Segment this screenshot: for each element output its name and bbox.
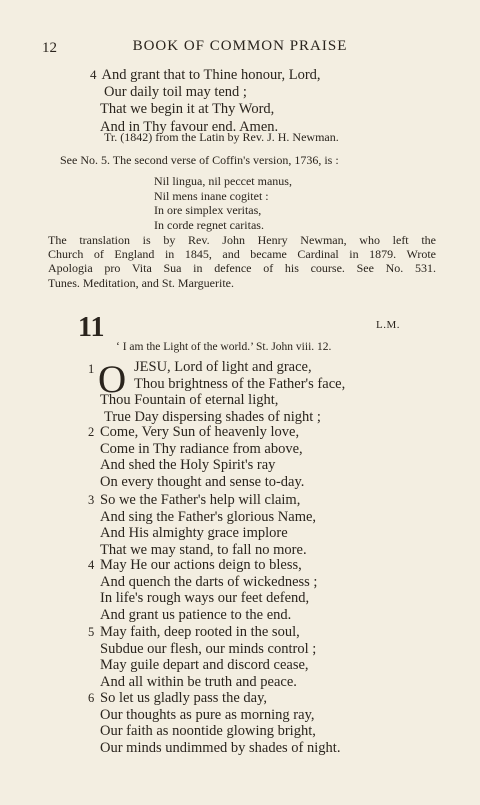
verse-line: Subdue our flesh, our minds control ; [100,640,317,657]
hymn-number: 11 [78,312,105,343]
verse-line: Our daily toil may tend ; [104,84,247,101]
verse-number: 6 [88,691,95,705]
verse-5 [88,624,316,690]
verse-line: And shed the Holy Spirit's ray [100,457,276,474]
verse-line: JESU, Lord of light and grace, [134,359,312,375]
verse-line: Our minds undimmed by shades of night. [100,739,341,756]
verse-4 [88,557,317,623]
verse-2 [88,424,304,490]
verse-line: And His almighty grace implore [100,525,288,542]
verse-line: And quench the darts of wickedness ; [100,573,318,590]
drop-cap: O [98,358,127,401]
verse-line: Thou brightness of the Father's face, [134,375,346,392]
verse-line: And sing the Father's glorious Name, [100,508,317,525]
latin-line: Nil lingua, nil peccet manus, [154,174,292,188]
verse-line: In life's rough ways our feet defend, [100,590,310,607]
tunes-line: Tunes. Meditation, and St. Marguerite. [48,275,234,290]
verse-3 [88,492,316,558]
verse-line: Come in Thy radiance from above, [100,440,303,457]
verse-line: That we may stand, to fall no more. [100,541,307,558]
verse-1-opening [134,359,345,392]
verse-line: On every thought and sense to-day. [100,473,305,490]
verse-line: And grant us patience to the end. [100,606,292,623]
cross-reference-note: See No. 5. The second verse of Coffin's version, 1736, is : [60,153,339,167]
verse-number: 2 [88,425,95,439]
verse-number: 4 [90,67,97,82]
verse-line: That we begin it at Thy Word, [100,101,275,118]
previous-hymn-verse-4 [90,66,321,136]
note-line: Apologia pro Vita Sua in defence of his course. See No. 531. [48,261,436,276]
latin-line: In ore simplex veritas, [154,203,262,218]
verse-line: Our faith as noontide glowing bright, [100,723,316,740]
verse-line: 4 And grant that to Thine honour, Lord, [90,67,321,83]
latin-line: Nil mens inane cogitet : [154,188,269,203]
verse-line: 4 May He our actions deign to bless, [88,557,302,573]
verse-line: 2 Come, Very Sun of heavenly love, [88,424,300,440]
verse-6 [88,690,340,756]
page-number: 12 [42,40,57,56]
running-title: BOOK OF COMMON PRAISE [132,38,348,54]
verse-line: 5 May faith, deep rooted in the soul, [88,624,300,640]
note-line: The translation is by Rev. John Henry Newman, who left the [48,233,436,247]
latin-verse [154,174,292,232]
translator-credit: Tr. (1842) from the Latin by Rev. J. H. Newman. [104,130,339,144]
verse-line: And in Thy favour end. Amen. [100,118,279,135]
verse-number: 1 [88,362,95,376]
verse-line: True Day dispersing shades of night ; [104,408,321,425]
note-line: Church of England in 1845, and became Cardinal in 1879. Wrote [48,247,436,262]
verse-number: 5 [88,625,95,639]
verse-number: 3 [88,493,95,507]
hymn-meter: L.M. [376,319,400,331]
translation-note [48,233,436,290]
verse-line: May guile depart and discord cease, [100,657,309,674]
verse-line: 3 So we the Father's help will claim, [88,492,301,508]
verse-line: Our thoughts as pure as morning ray, [100,706,315,723]
verse-1-rest [100,392,321,425]
verse-number: 4 [88,558,95,572]
verse-line: Thou Fountain of eternal light, [100,392,279,408]
hymn-epigraph: ‘ I am the Light of the world.’ St. John viii. 12. [116,341,332,353]
verse-line: And all within be truth and peace. [100,673,297,690]
verse-line: 6 So let us gladly pass the day, [88,690,267,706]
latin-line: In corde regnet caritas. [154,217,264,232]
